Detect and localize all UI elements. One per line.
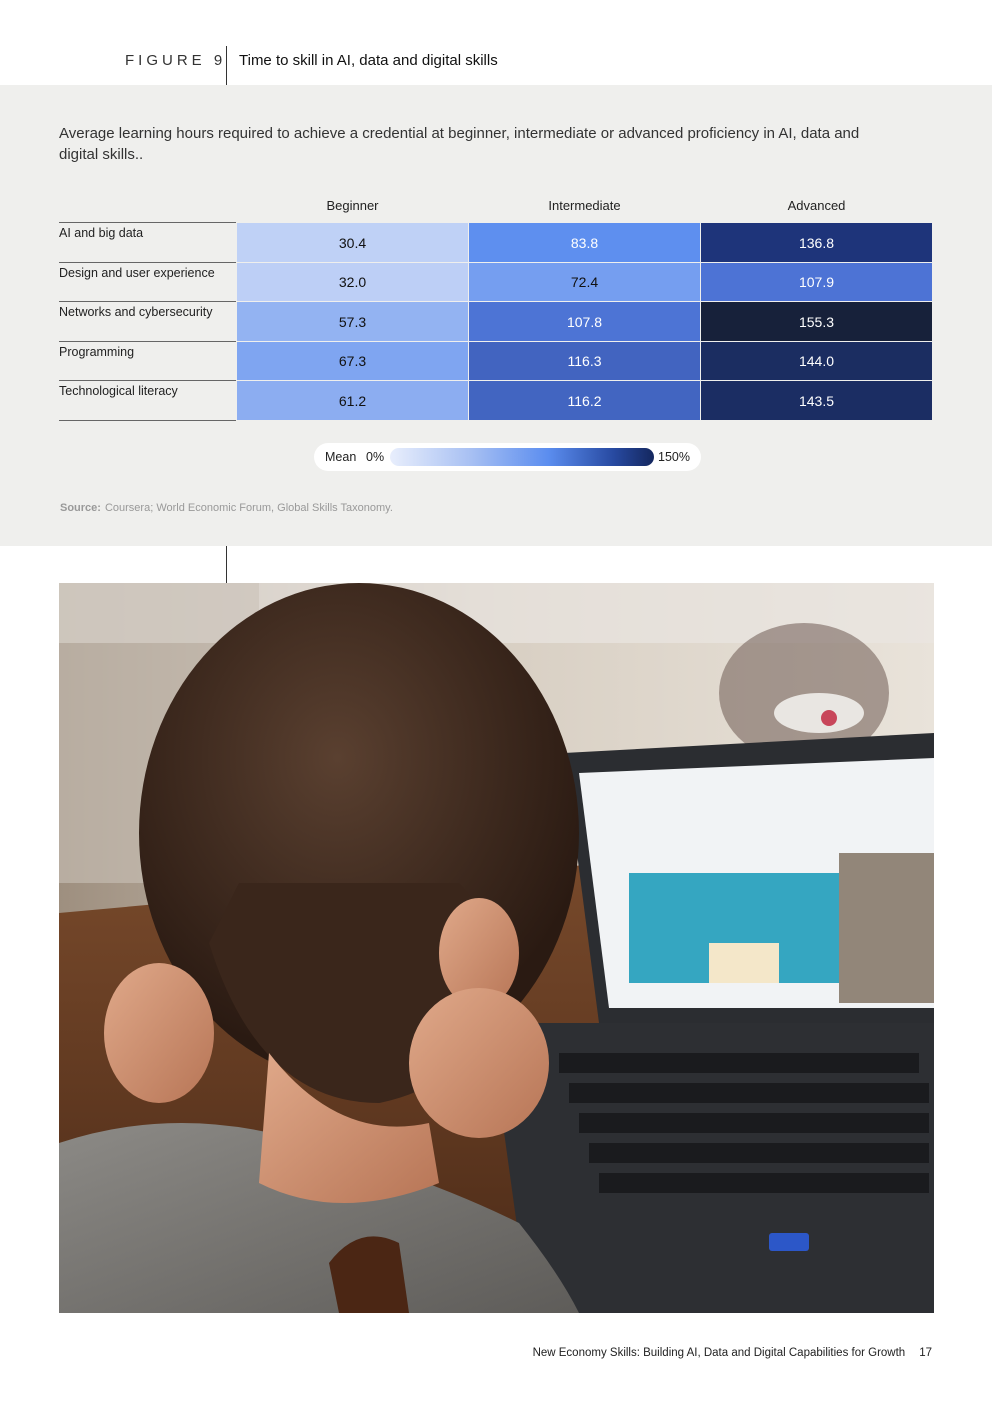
- figure-label: FIGURE 9: [125, 52, 227, 69]
- column-header-beginner: Beginner: [326, 198, 379, 213]
- table-bottom-rule: [59, 420, 236, 421]
- child-at-laptop-photo: [59, 583, 934, 1313]
- figure-title: Time to skill in AI, data and digital skills: [239, 52, 498, 69]
- heatmap-cell: 32.0: [237, 263, 468, 301]
- header-divider: [226, 46, 227, 85]
- heatmap-cell: 72.4: [469, 263, 700, 301]
- figure-subtitle: Average learning hours required to achieve a credential at beginner, intermediate or advanced proficiency in AI, data and digital skills..: [59, 125, 860, 163]
- heatmap-cell: 57.3: [237, 302, 468, 341]
- legend-gradient-bar: [390, 448, 654, 466]
- legend-max-label: 150%: [658, 450, 690, 464]
- source-label: Source:: [60, 502, 101, 514]
- panel-divider: [226, 546, 227, 583]
- column-header-intermediate: Intermediate: [548, 198, 621, 213]
- source-text: Coursera; World Economic Forum, Global Skills Taxonomy.: [104, 502, 393, 514]
- heatmap-cell: 107.8: [469, 302, 700, 341]
- figure-header: [0, 0, 992, 85]
- heatmap-cell: 143.5: [701, 381, 932, 420]
- heatmap-cell: 67.3: [237, 342, 468, 380]
- heatmap-cell: 116.2: [469, 381, 700, 420]
- heatmap-cell: 107.9: [701, 263, 932, 301]
- heatmap-cell: 136.8: [701, 223, 932, 262]
- row-label: Technological literacy: [59, 380, 236, 420]
- heatmap-cell: 83.8: [469, 223, 700, 262]
- heatmap-cell: 155.3: [701, 302, 932, 341]
- page-footer: [533, 1347, 932, 1359]
- figure-panel: [0, 85, 992, 546]
- heatmap-cell: 144.0: [701, 342, 932, 380]
- source-note: [60, 502, 393, 514]
- row-label: Networks and cybersecurity: [59, 301, 236, 341]
- page-number: 17: [919, 1347, 932, 1359]
- row-label: Design and user experience: [59, 262, 236, 302]
- row-label: AI and big data: [59, 222, 236, 262]
- heatmap-cell: 30.4: [237, 223, 468, 262]
- heatmap-cell: 116.3: [469, 342, 700, 380]
- legend-mean-label: Mean: [325, 450, 357, 464]
- row-label: Programming: [59, 341, 236, 381]
- column-header-advanced: Advanced: [787, 198, 846, 213]
- heatmap-cell: 61.2: [237, 381, 468, 420]
- footer-text: New Economy Skills: Building AI, Data and Digital Capabilities for Growth: [532, 1347, 906, 1359]
- color-legend: [314, 443, 701, 471]
- legend-min-label: 0%: [366, 450, 385, 464]
